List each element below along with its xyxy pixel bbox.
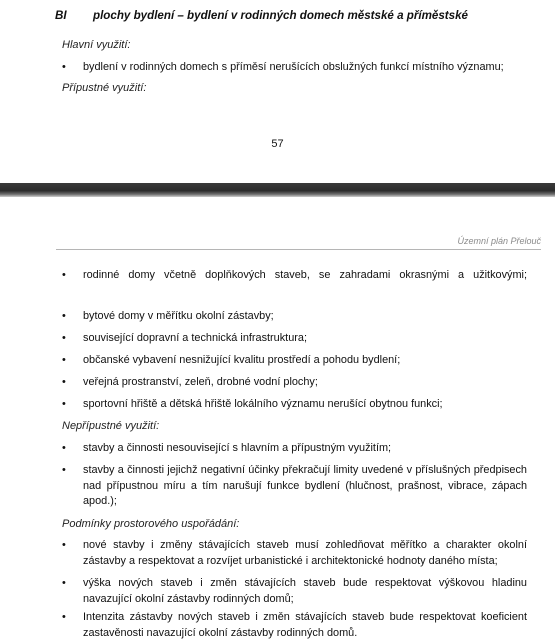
- header-rule: [56, 249, 541, 250]
- bullet-icon: •: [62, 611, 66, 623]
- forbidden-use-label: Nepřípustné využití:: [62, 420, 160, 432]
- list-item: • veřejná prostranství, zeleň, drobné vodní plochy;: [62, 375, 527, 391]
- section-title: plochy bydlení – bydlení v rodinných domech městské a příměstské: [93, 9, 468, 22]
- permitted-use-label: Přípustné využití:: [62, 82, 147, 94]
- bullet-icon: •: [62, 61, 66, 73]
- list-item: • občanské vybavení nesnižující kvalitu prostředí a pohodu bydlení;: [62, 353, 527, 369]
- list-item: • stavby a činnosti nesouvisející s hlavním a přípustným využitím;: [62, 441, 527, 457]
- bullet-icon: •: [62, 539, 66, 551]
- main-use-label: Hlavní využití:: [62, 39, 131, 51]
- bullet-icon: •: [62, 464, 66, 476]
- bullet-icon: •: [62, 442, 66, 454]
- list-item: • sportovní hřiště a dětská hřiště lokálního významu nerušící obytnou funkci;: [62, 397, 527, 413]
- bullet-icon: •: [62, 398, 66, 410]
- list-item: • související dopravní a technická infrastruktura;: [62, 331, 527, 347]
- section-heading: [55, 9, 468, 22]
- list-item: • bytové domy v měřítku okolní zástavby;: [62, 309, 527, 325]
- bullet-icon: •: [62, 332, 66, 344]
- list-item: • rodinné domy včetně doplňkových staveb, se zahradami okrasnými a užitkovými;: [62, 268, 527, 284]
- list-item: • výška nových staveb i změn stávajících staveb bude respektovat výškovou hladinu navazující okolní zástavby rodinných domů;: [62, 577, 527, 605]
- bullet-icon: •: [62, 354, 66, 366]
- running-header: Územní plán Přelouč: [457, 236, 541, 246]
- list-item: • nové stavby i změny stávajících staveb musí zohledňovat měřítko a charakter okolní zástavby a respektovat a rozvíjet urbanistické i architektonické hodnoty daného místa;: [62, 539, 527, 567]
- bullet-icon: •: [62, 269, 66, 281]
- page-number: 57: [271, 138, 284, 150]
- bullet-icon: •: [62, 577, 66, 589]
- list-item: • bydlení v rodinných domech s příměsí nerušících obslužných funkcí místního významu;: [62, 60, 527, 76]
- list-item: • stavby a činnosti jejichž negativní účinky překračují limity uvedené v příslušných předpisech nad přípustnou míru a tím narušují funkce bydlení (hlučnost, prašnost, vibrace, zápach apod.);: [62, 464, 527, 507]
- list-item: • Intenzita zástavby nových staveb i změn stávajících staveb bude respektovat koeficient zastavěnosti navazující okolní zástavby rodinných domů.: [62, 611, 527, 639]
- bullet-icon: •: [62, 376, 66, 388]
- page-break-divider: [0, 183, 555, 197]
- bullet-icon: •: [62, 310, 66, 322]
- spatial-conditions-label: Podmínky prostorového uspořádání:: [62, 518, 240, 530]
- section-code: BI: [55, 9, 67, 22]
